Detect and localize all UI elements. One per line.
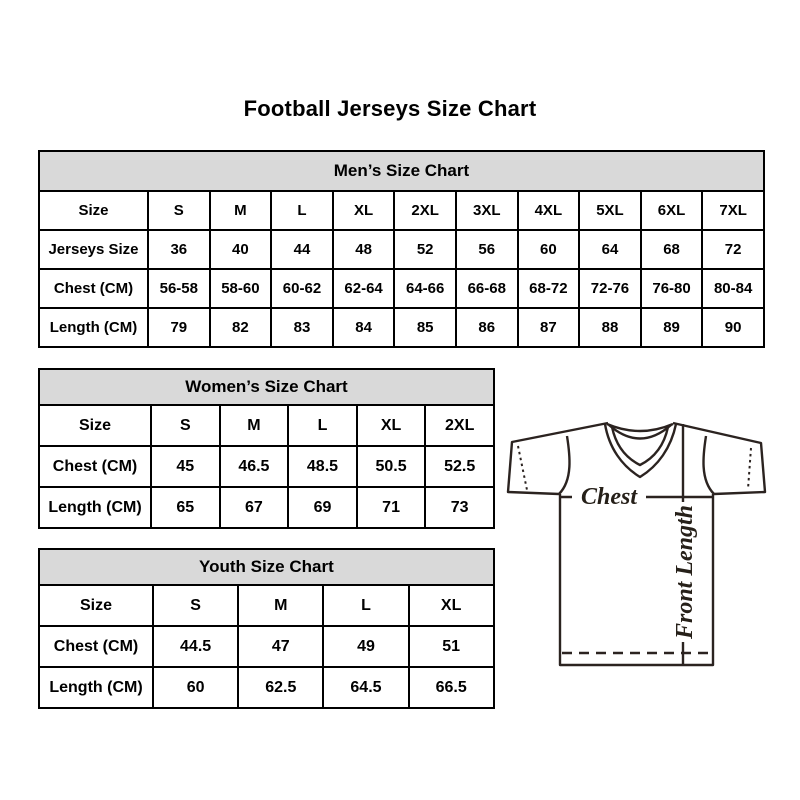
page-title: Football Jerseys Size Chart <box>243 96 537 121</box>
table-cell: 44 <box>271 230 333 269</box>
table-cell: S <box>151 405 220 446</box>
table-cell: M <box>210 191 272 230</box>
table-cell: 51 <box>409 626 494 667</box>
table-row <box>39 405 494 446</box>
table-cell: 72-76 <box>579 269 641 308</box>
womens-size-table <box>38 368 495 529</box>
table-cell: 5XL <box>579 191 641 230</box>
jersey-right-armhole-seam <box>703 436 714 494</box>
row-label: Chest (CM) <box>39 626 153 667</box>
table-cell: 84 <box>333 308 395 347</box>
table-cell: 64-66 <box>394 269 456 308</box>
table-row <box>39 585 494 626</box>
table-cell: 66.5 <box>409 667 494 708</box>
front-length-label: Front Length <box>672 504 698 640</box>
table-cell: 60-62 <box>271 269 333 308</box>
table-cell: 83 <box>271 308 333 347</box>
table-cell: 46.5 <box>220 446 289 487</box>
table-cell: L <box>323 585 408 626</box>
table-cell: 2XL <box>425 405 494 446</box>
table-cell: 71 <box>357 487 426 528</box>
row-label: Length (CM) <box>39 667 153 708</box>
table-row <box>39 667 494 708</box>
table-cell: 2XL <box>394 191 456 230</box>
jersey-diagram <box>500 398 772 673</box>
table-cell: 68 <box>641 230 703 269</box>
table-cell: 65 <box>151 487 220 528</box>
table-cell: 50.5 <box>357 446 426 487</box>
table-cell: 62-64 <box>333 269 395 308</box>
table-cell: 56-58 <box>148 269 210 308</box>
table-cell: 64 <box>579 230 641 269</box>
row-label: Chest (CM) <box>39 269 148 308</box>
row-label: Length (CM) <box>39 487 151 528</box>
table-cell: 82 <box>210 308 272 347</box>
jersey-left-cuff-dotted-line <box>518 446 527 490</box>
table-cell: 47 <box>238 626 323 667</box>
table-cell: S <box>148 191 210 230</box>
table-cell: 49 <box>323 626 408 667</box>
table-cell: 67 <box>220 487 289 528</box>
table-cell: 66-68 <box>456 269 518 308</box>
table-row <box>39 446 494 487</box>
table-title: Men’s Size Chart <box>39 151 764 191</box>
table-cell: 58-60 <box>210 269 272 308</box>
table-row <box>39 626 494 667</box>
table-cell: L <box>288 405 357 446</box>
table-cell: 48 <box>333 230 395 269</box>
table-cell: XL <box>409 585 494 626</box>
table-cell: M <box>220 405 289 446</box>
table-cell: M <box>238 585 323 626</box>
table-cell: 85 <box>394 308 456 347</box>
table-cell: S <box>153 585 238 626</box>
table-row <box>39 191 764 230</box>
table-cell: 79 <box>148 308 210 347</box>
table-cell: 45 <box>151 446 220 487</box>
table-cell: 64.5 <box>323 667 408 708</box>
table-cell: 6XL <box>641 191 703 230</box>
table-cell: 44.5 <box>153 626 238 667</box>
table-cell: 4XL <box>518 191 580 230</box>
youth-size-table <box>38 548 495 709</box>
table-cell: 80-84 <box>702 269 764 308</box>
table-cell: 76-80 <box>641 269 703 308</box>
table-title: Youth Size Chart <box>39 549 494 585</box>
row-label: Size <box>39 191 148 230</box>
table-cell: 88 <box>579 308 641 347</box>
jersey-left-armhole-seam <box>559 436 570 494</box>
table-cell: 90 <box>702 308 764 347</box>
row-label: Chest (CM) <box>39 446 151 487</box>
table-row <box>39 269 764 308</box>
table-cell: 60 <box>518 230 580 269</box>
row-label: Size <box>39 585 153 626</box>
table-cell: 7XL <box>702 191 764 230</box>
chest-label: Chest <box>580 484 638 510</box>
table-cell: 69 <box>288 487 357 528</box>
table-cell: 56 <box>456 230 518 269</box>
table-cell: 62.5 <box>238 667 323 708</box>
table-cell: 72 <box>702 230 764 269</box>
row-label: Size <box>39 405 151 446</box>
table-row <box>39 487 494 528</box>
table-cell: XL <box>357 405 426 446</box>
table-title: Women’s Size Chart <box>39 369 494 405</box>
jersey-right-cuff-dotted-line <box>748 448 751 489</box>
table-cell: 60 <box>153 667 238 708</box>
table-cell: 87 <box>518 308 580 347</box>
table-cell: XL <box>333 191 395 230</box>
table-cell: 52.5 <box>425 446 494 487</box>
table-cell: 86 <box>456 308 518 347</box>
table-cell: 48.5 <box>288 446 357 487</box>
mens-size-table <box>38 150 765 348</box>
table-cell: 3XL <box>456 191 518 230</box>
table-row <box>39 230 764 269</box>
table-cell: 52 <box>394 230 456 269</box>
table-cell: 73 <box>425 487 494 528</box>
table-cell: 89 <box>641 308 703 347</box>
row-label: Length (CM) <box>39 308 148 347</box>
row-label: Jerseys Size <box>39 230 148 269</box>
table-cell: 36 <box>148 230 210 269</box>
table-row <box>39 308 764 347</box>
table-cell: 40 <box>210 230 272 269</box>
jersey-right-sleeve-outline <box>673 423 765 494</box>
table-cell: 68-72 <box>518 269 580 308</box>
table-cell: L <box>271 191 333 230</box>
